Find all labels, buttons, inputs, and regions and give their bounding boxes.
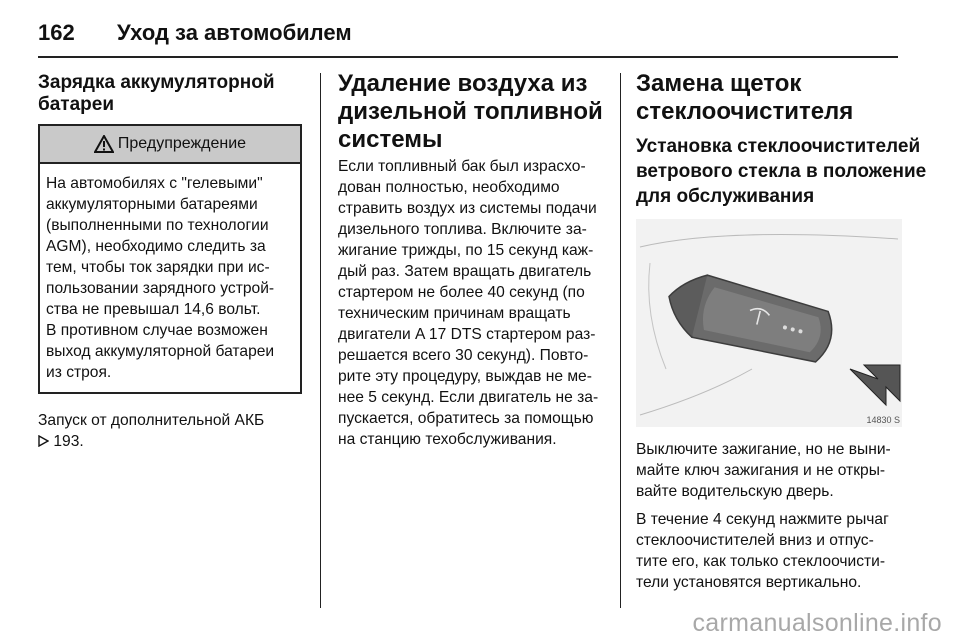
subheading-line: ветрового стекла в положение (636, 161, 927, 182)
note-line: Запуск от дополнительной АКБ (38, 412, 265, 429)
warning-title: Предупреждение (117, 135, 247, 152)
wiper-paragraph-1 (636, 439, 902, 502)
arrow-reference-icon (38, 435, 49, 447)
subheading-line: Установка стеклоочистителей (636, 136, 921, 157)
body-line: вайте водительскую дверь. (636, 483, 834, 500)
heading-line: Замена щеток (636, 70, 802, 97)
heading-line: стеклоочистителя (636, 98, 854, 125)
warning-line: аккумуляторными батареями (46, 196, 258, 213)
warning-line: (выполненными по технологии (46, 217, 269, 234)
body-line: техническим причинам вращать (338, 305, 571, 322)
column-diesel-air-removal (338, 70, 604, 450)
warning-line: На автомобилях с "гелевыми" (46, 175, 263, 192)
body-line: нее 5 секунд. Если двигатель не за- (338, 389, 599, 406)
body-line: стравить воздух из системы подачи (338, 200, 597, 217)
body-line: дован полностью, необходимо (338, 179, 560, 196)
warning-line: AGM), необходимо следить за (46, 238, 266, 255)
page-number: 162 (38, 20, 75, 45)
heading-line: дизельной топливной (338, 98, 603, 125)
body-line: стартером не более 40 секунд (по (338, 284, 585, 301)
body-line: пускается, обратитесь за помощью (338, 410, 594, 427)
header-rule (38, 56, 898, 58)
warning-line: тем, чтобы ток зарядки при ис- (46, 259, 270, 276)
heading-line: Удаление воздуха из (338, 70, 588, 97)
wiper-lever-illustration (636, 219, 902, 427)
body-line: В течение 4 секунд нажмите рычаг (636, 511, 889, 528)
heading-line: Зарядка аккумуляторной (38, 72, 275, 93)
note-reference[interactable] (38, 431, 302, 452)
body-line: двигатели A 17 DTS стартером раз- (338, 326, 596, 343)
wiper-paragraph-2 (636, 509, 902, 593)
warning-line: В противном случае возможен (46, 322, 268, 339)
body-line: дый раз. Затем вращать двигатель (338, 263, 592, 280)
section-heading-wipers (636, 70, 902, 126)
heading-line: батареи (38, 94, 115, 115)
body-line: тите его, как только стеклоочисти- (636, 553, 886, 570)
warning-line: из строя. (46, 364, 112, 381)
body-line: тели установятся вертикально. (636, 574, 862, 591)
warning-text (40, 164, 300, 392)
body-line: майте ключ зажигания и не откры- (636, 462, 886, 479)
column-wiper-replacement (636, 70, 927, 593)
figure-id: 14830 S (866, 415, 900, 425)
body-line: Выключите зажигание, но не выни- (636, 441, 891, 458)
section-heading-diesel (338, 70, 604, 154)
heading-line: системы (338, 126, 443, 153)
site-watermark: carmanualsonline.info (692, 609, 942, 637)
body-line: дизельного топлива. Включите за- (338, 221, 587, 238)
column-divider-2 (620, 73, 621, 608)
body-line: рите эту процедуру, выждав не ме- (338, 368, 592, 385)
body-line: Если топливный бак был израсхо- (338, 158, 586, 175)
running-title: Уход за автомобилем (117, 20, 352, 45)
warning-line: выход аккумуляторной батареи (46, 343, 275, 360)
body-line: стеклоочистителей вниз и отпус- (636, 532, 874, 549)
page-reference: 193. (53, 433, 84, 450)
diesel-body-text (338, 156, 604, 450)
column-divider-1 (320, 73, 321, 608)
body-line: решается всего 30 секунд). Повто- (338, 347, 589, 364)
warning-header (40, 126, 300, 164)
wiper-lever-drawing (636, 219, 902, 427)
section-heading-battery (38, 72, 302, 116)
subheading-service-position (636, 134, 927, 209)
warning-triangle-icon (94, 135, 114, 153)
subheading-line: для обслуживания (636, 186, 815, 207)
body-line: жигание трижды, по 15 секунд каж- (338, 242, 594, 259)
warning-box (38, 124, 302, 394)
page-header (38, 10, 918, 50)
jump-start-note (38, 410, 302, 452)
warning-line: пользовании зарядного устрой- (46, 280, 275, 297)
warning-line: ства не превышал 14,6 вольт. (46, 301, 261, 318)
body-line: на станцию техобслуживания. (338, 431, 557, 448)
column-battery-charging (38, 70, 302, 452)
